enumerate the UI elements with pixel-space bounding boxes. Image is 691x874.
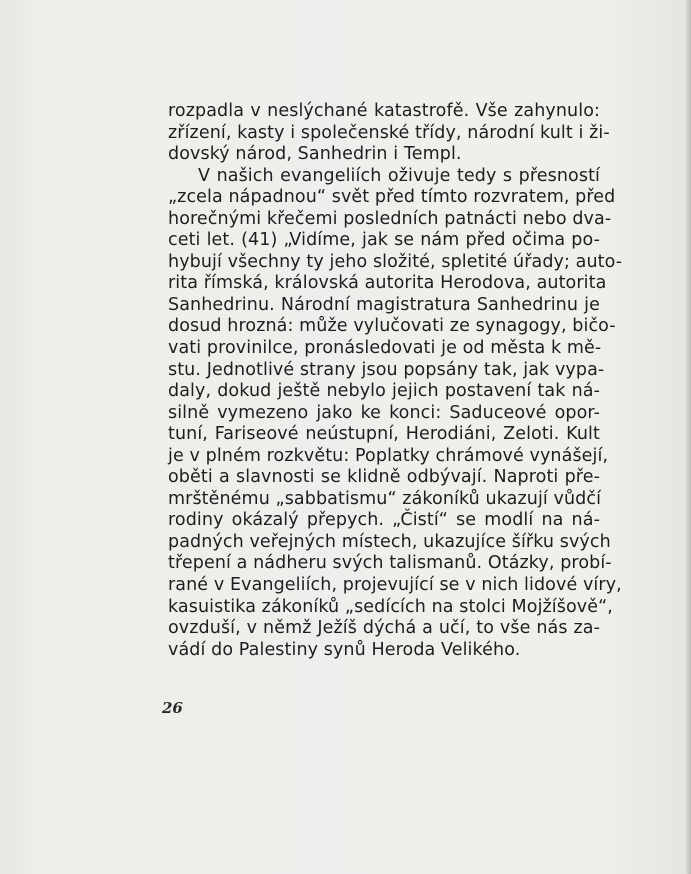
text-line: padných veřejných místech, ukazujíce šířku svých xyxy=(168,531,611,552)
text-line: rané v Evangeliích, projevující se v nich lidové víry, xyxy=(168,575,622,596)
text-line: ceti let. (41) „Vidíme, jak se nám před očima po- xyxy=(168,230,600,251)
body-text xyxy=(168,101,623,661)
text-line: Sanhedrinu. Národní magistratura Sanhedrinu je xyxy=(168,294,600,315)
text-line: třepení a nádheru svých talismanů. Otázky, probí- xyxy=(168,553,612,574)
page-number: 26 xyxy=(162,699,183,717)
text-line: „zcela nápadnou“ svět před tímto rozvratem, před xyxy=(168,187,616,208)
text-line: je v plném rozkvětu: Poplatky chrámové vynášejí, xyxy=(168,445,609,466)
text-line: oběti a slavnosti se klidně odbývají. Naproti pře- xyxy=(168,467,600,488)
text-line: rodiny okázalý přepych. „Čistí“ se modlí na ná- xyxy=(168,510,600,531)
text-line: daly, dokud ještě nebylo jejich postavení tak ná- xyxy=(168,381,600,402)
text-line: hybují všechny ty jeho složité, spletité úřady; auto- xyxy=(168,251,623,272)
text-line: horečnými křečemi posledních patnácti nebo dva- xyxy=(168,208,612,229)
text-line: V našich evangeliích oživuje tedy s přesností xyxy=(198,165,600,186)
page-edge-shadow xyxy=(685,0,691,874)
text-line: vati provinilce, pronásledovati je od města k mě- xyxy=(168,338,602,359)
text-line: stu. Jednotlivé strany jsou popsány tak, jak vypa- xyxy=(168,359,605,380)
text-line: rita římská, královská autorita Herodova, autorita xyxy=(168,273,607,294)
text-line: tuní, Fariseové neústupní, Herodiáni, Zeloti. Kult xyxy=(168,424,600,445)
text-line: dosud hrozná: může vylučovati ze synagogy, bičo- xyxy=(168,316,616,337)
text-line: zřízení, kasty i společenské třídy, národní kult i ži- xyxy=(168,122,610,143)
text-line: vádí do Palestiny synů Heroda Velikého. xyxy=(168,639,521,660)
text-line: silně vymezeno jako ke konci: Saduceové opor- xyxy=(168,402,600,423)
text-line: ovzduší, v němž Ježíš dýchá a učí, to vše nás za- xyxy=(168,618,600,639)
text-line: mrštěnému „sabbatismu“ zákoníků ukazují vůdčí xyxy=(168,488,602,509)
text-line: kasuistika zákoníků „sedících na stolci Mojžíšově“, xyxy=(168,596,613,617)
text-line: dovský národ, Sanhedrin i Templ. xyxy=(168,144,462,165)
text-line: rozpadla v neslýchané katastrofě. Vše zahynulo: xyxy=(168,101,600,121)
